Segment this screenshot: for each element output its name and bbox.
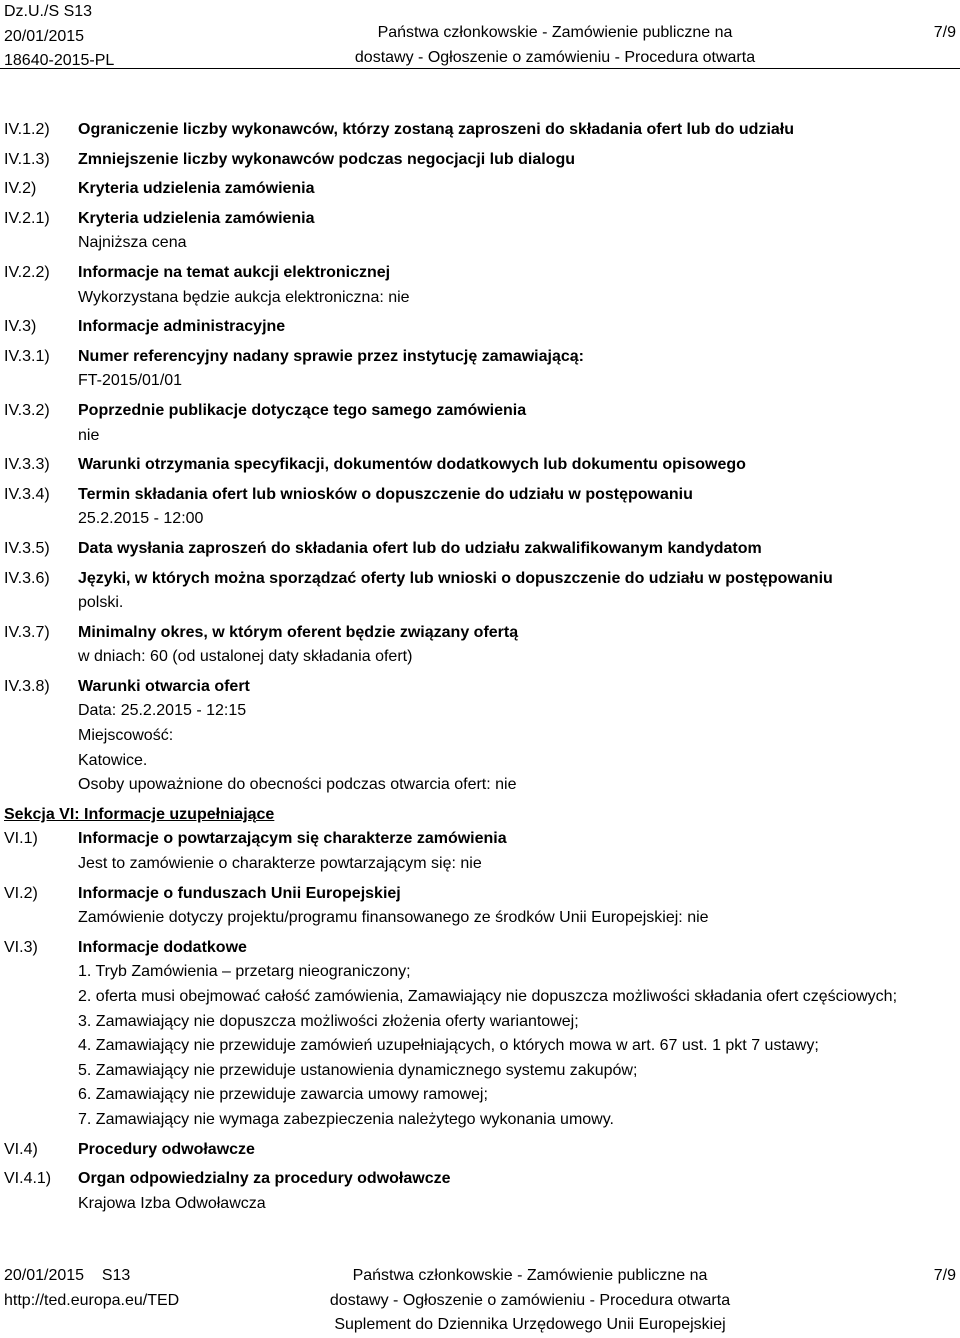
section-content xyxy=(78,177,960,202)
header-title-line2: dostawy - Ogłoszenie o zamówieniu - Procedura otwarta xyxy=(354,48,756,66)
section-content xyxy=(78,675,960,798)
section-text-line: 1. Tryb Zamówienia – przetarg nieograniczony; xyxy=(78,963,411,981)
section-text-line: Krajowa Izba Odwoławcza xyxy=(78,1194,266,1212)
section-row xyxy=(0,1138,960,1168)
section-row xyxy=(0,177,960,207)
section-text-line: 25.2.2015 - 12:00 xyxy=(78,510,204,528)
section-text-line: 4. Zamawiający nie przewiduje zamówień uzupełniających, o których mowa w art. 67 ust. 1 pkt 7 ustawy; xyxy=(78,1037,819,1055)
section-content xyxy=(78,118,960,143)
section-number: IV.1.3) xyxy=(4,150,50,168)
section-heading: Warunki otwarcia ofert xyxy=(78,677,250,695)
section-text-line: polski. xyxy=(78,594,124,612)
section-number: IV.2.1) xyxy=(4,209,50,227)
section-content xyxy=(78,882,960,931)
section-row xyxy=(0,621,960,675)
section-row xyxy=(0,882,960,936)
section-heading: Informacje administracyjne xyxy=(78,318,286,336)
section-text-line: 2. oferta musi obejmować całość zamówienia, Zamawiający nie dopuszcza możliwości składania ofert częściowych; xyxy=(78,988,898,1005)
section-row xyxy=(0,207,960,261)
header-journal: Dz.U./S S13 xyxy=(4,3,93,20)
section-number: VI.4) xyxy=(4,1140,38,1158)
section-content xyxy=(78,261,960,310)
footer-date-journal: 20/01/2015 S13 xyxy=(4,1267,131,1284)
section-heading: Kryteria udzielenia zamówienia xyxy=(78,209,315,227)
section-heading: Warunki otrzymania specyfikacji, dokumentów dodatkowych lub dokumentu opisowego xyxy=(78,456,746,474)
section-heading: Termin składania ofert lub wniosków o dopuszczenie do udziału w postępowaniu xyxy=(78,485,693,503)
section-content xyxy=(78,936,960,1133)
section-content xyxy=(78,399,960,448)
section-text-line: Wykorzystana będzie aukcja elektroniczna: nie xyxy=(78,288,410,306)
section-number: IV.3.5) xyxy=(4,539,50,557)
header-page-number: 7/9 xyxy=(933,24,956,41)
section-number: VI.2) xyxy=(4,884,38,902)
section-text-line: 3. Zamawiający nie dopuszcza możliwości złożenia oferty wariantowej; xyxy=(78,1012,579,1030)
section-heading: Procedury odwoławcze xyxy=(78,1140,255,1158)
section-text-line: FT-2015/01/01 xyxy=(78,372,183,390)
section-heading: Informacje dodatkowe xyxy=(78,938,247,956)
section-text-line: Osoby upoważnione do obecności podczas otwarcia ofert: nie xyxy=(78,776,517,794)
section-text-line: Najniższa cena xyxy=(78,234,187,252)
footer-title-line1: Państwa członkowskie - Zamówienie publiczne na xyxy=(352,1267,708,1284)
section-number: VI.3) xyxy=(4,938,38,956)
header-ref: 18640-2015-PL xyxy=(4,52,115,70)
document-body xyxy=(0,118,960,1221)
section-vi-list xyxy=(0,827,960,1221)
footer-url: http://ted.europa.eu/TED xyxy=(4,1291,180,1309)
section-content xyxy=(78,453,960,478)
section-number: IV.3.4) xyxy=(4,485,50,503)
section-number: VI.1) xyxy=(4,830,38,848)
section-row xyxy=(0,345,960,399)
section-number: IV.2) xyxy=(4,180,37,198)
section-heading: Informacje o powtarzającym się charakterze zamówienia xyxy=(78,830,507,848)
section-text-line: Katowice. xyxy=(78,751,148,769)
section-content xyxy=(78,537,960,562)
section-number: IV.1.2) xyxy=(4,121,50,138)
section-content xyxy=(78,345,960,394)
section-row xyxy=(0,261,960,315)
section-number: IV.3.6) xyxy=(4,569,50,587)
section-content xyxy=(78,315,960,340)
section-text-line: Zamówienie dotyczy projektu/programu finansowanego ze środków Unii Europejskiej: nie xyxy=(78,909,709,927)
section-content xyxy=(78,621,960,670)
section-content xyxy=(78,1167,960,1216)
section-number: IV.3.3) xyxy=(4,456,50,474)
section-text-line: w dniach: 60 (od ustalonej daty składania ofert) xyxy=(78,648,413,666)
section-vi-title: Sekcja VI: Informacje uzupełniające xyxy=(4,805,275,823)
section-text-line: 6. Zamawiający nie przewiduje zawarcia umowy ramowej; xyxy=(78,1086,488,1104)
section-row xyxy=(0,148,960,178)
section-heading: Informacje o funduszach Unii Europejskiej xyxy=(78,884,401,902)
section-text-line: Jest to zamówienie o charakterze powtarzającym się: nie xyxy=(78,855,482,873)
section-heading: Minimalny okres, w którym oferent będzie związany ofertą xyxy=(78,623,519,641)
section-text-line: 7. Zamawiający nie wymaga zabezpieczenia należytego wykonania umowy. xyxy=(78,1110,614,1128)
section-number: IV.3.2) xyxy=(4,401,50,419)
section-row xyxy=(0,315,960,345)
section-row xyxy=(0,567,960,621)
section-row xyxy=(0,936,960,1138)
section-heading: Języki, w których można sporządzać oferty lub wnioski o dopuszczenie do udziału w postępowaniu xyxy=(78,569,833,587)
section-heading: Kryteria udzielenia zamówienia xyxy=(78,180,315,198)
footer-title-line3: Suplement do Dziennika Urzędowego Unii Europejskiej xyxy=(334,1316,726,1334)
page-header xyxy=(0,0,960,70)
section-number: IV.2.2) xyxy=(4,263,50,281)
section-iv-list xyxy=(0,118,960,803)
section-content xyxy=(78,567,960,616)
section-text-line: Miejscowość: xyxy=(78,727,174,745)
section-row xyxy=(0,453,960,483)
footer-left xyxy=(4,1264,224,1313)
section-row xyxy=(0,483,960,537)
section-number: IV.3.7) xyxy=(4,623,50,641)
section-row xyxy=(0,1167,960,1221)
header-center xyxy=(205,21,905,70)
section-content xyxy=(78,1138,960,1163)
section-content xyxy=(78,148,960,173)
section-heading: Numer referencyjny nadany sprawie przez instytucję zamawiającą: xyxy=(78,347,584,365)
header-divider xyxy=(0,68,960,69)
section-row xyxy=(0,675,960,803)
section-text-line: nie xyxy=(78,426,100,444)
section-number: IV.3) xyxy=(4,318,37,336)
section-content xyxy=(78,827,960,876)
section-row xyxy=(0,537,960,567)
footer-center xyxy=(230,1264,830,1338)
section-row xyxy=(0,118,960,148)
header-date: 20/01/2015 xyxy=(4,27,85,45)
section-row xyxy=(0,399,960,453)
section-heading: Data wysłania zaproszeń do składania ofert lub do udziału zakwalifikowanym kandydatom xyxy=(78,539,762,557)
section-number: VI.4.1) xyxy=(4,1170,52,1188)
section-content xyxy=(78,207,960,256)
section-text-line: Data: 25.2.2015 - 12:15 xyxy=(78,702,247,720)
section-text-line: 5. Zamawiający nie przewiduje ustanowienia dynamicznego systemu zakupów; xyxy=(78,1061,638,1079)
section-heading: Ograniczenie liczby wykonawców, którzy zostaną zaproszeni do składania ofert lub do udziału xyxy=(78,121,794,138)
page-footer xyxy=(0,1264,960,1334)
header-title-line1: Państwa członkowskie - Zamówienie publiczne na xyxy=(377,24,733,41)
section-heading: Organ odpowiedzialny za procedury odwoławcze xyxy=(78,1170,451,1188)
section-number: IV.3.8) xyxy=(4,677,50,695)
section-heading: Poprzednie publikacje dotyczące tego samego zamówienia xyxy=(78,401,527,419)
section-heading: Informacje na temat aukcji elektronicznej xyxy=(78,263,391,281)
section-content xyxy=(78,483,960,532)
section-number: IV.3.1) xyxy=(4,347,50,365)
section-row xyxy=(0,827,960,881)
header-left xyxy=(4,0,204,74)
section-heading: Zmniejszenie liczby wykonawców podczas negocjacji lub dialogu xyxy=(78,150,575,168)
footer-page-number: 7/9 xyxy=(933,1267,956,1284)
footer-title-line2: dostawy - Ogłoszenie o zamówieniu - Procedura otwarta xyxy=(329,1291,731,1309)
